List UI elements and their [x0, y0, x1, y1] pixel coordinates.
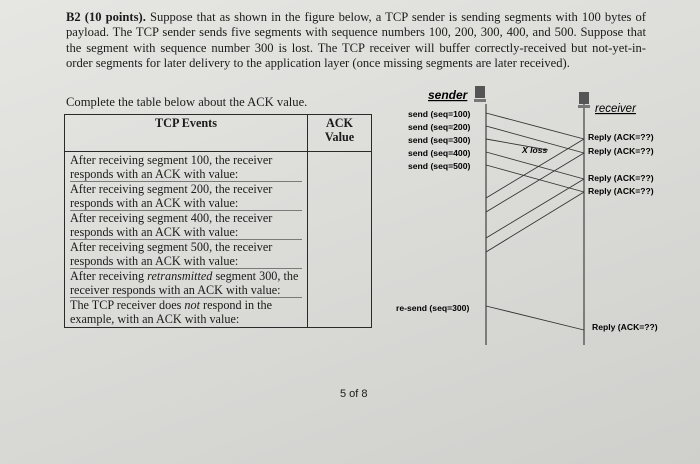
page-number: 5 of 8	[340, 388, 368, 400]
reply-ack-3: Reply (ACK=??)	[588, 173, 654, 183]
loss-label: X loss	[522, 145, 548, 155]
event-row-2: After receiving segment 200, the receiver responds with an ACK with value:	[70, 182, 302, 211]
event-row-4: After receiving segment 500, the receiver responds with an ACK with value:	[70, 240, 302, 269]
resend-seq-300: re-send (seq=300)	[396, 303, 470, 313]
sender-computer-icon	[474, 86, 486, 102]
reply-ack-2: Reply (ACK=??)	[588, 146, 654, 156]
header-tcp-events: TCP Events	[65, 115, 308, 152]
send-seq-400: send (seq=400)	[408, 148, 471, 158]
final-reply-ack: Reply (ACK=??)	[592, 322, 658, 332]
reply-ack-4: Reply (ACK=??)	[588, 186, 654, 196]
send-seq-200: send (seq=200)	[408, 122, 471, 132]
receiver-computer-icon	[578, 92, 590, 108]
reply-4-arrow	[486, 192, 584, 252]
sender-label: sender	[428, 88, 468, 102]
event-row-5: After receiving retransmitted segment 300, the receiver responds with an ACK with value:	[70, 269, 302, 298]
event-row-6: The TCP receiver does not respond in the example, with an ACK with value:	[70, 298, 273, 326]
problem-text: Suppose that as shown in the figure below, a TCP sender is sending segments with 100 bytes of payload. The TCP sender sends five segments with sequence numbers 100, 200, 300, 400, and 500. Suppose that the segment with sequence number 300 is lost. The TCP receiver will buffer correctly-received but not-yet-in-order segments for later delivery to the application layer (once missing segments are later received).	[66, 10, 646, 71]
resend-arrow	[486, 306, 584, 330]
reply-ack-1: Reply (ACK=??)	[588, 132, 654, 142]
reply-2-arrow	[486, 153, 584, 212]
send-seq-300: send (seq=300)	[408, 135, 471, 145]
send-seq-500: send (seq=500)	[408, 161, 471, 171]
send-seq-100: send (seq=100)	[408, 109, 471, 119]
segment-400-arrow	[486, 152, 584, 179]
event-row-1: After receiving segment 100, the receiver responds with an ACK with value:	[70, 153, 302, 182]
instruction: Complete the table below about the ACK value.	[66, 95, 308, 109]
event-row-3: After receiving segment 400, the receiver responds with an ACK with value:	[70, 211, 302, 240]
reply-3-arrow	[486, 179, 584, 238]
segment-100-arrow	[486, 113, 584, 139]
header-ack-value: ACK Value	[308, 115, 372, 152]
problem-heading: B2 (10 points).	[66, 10, 146, 24]
receiver-label: receiver	[595, 103, 636, 115]
